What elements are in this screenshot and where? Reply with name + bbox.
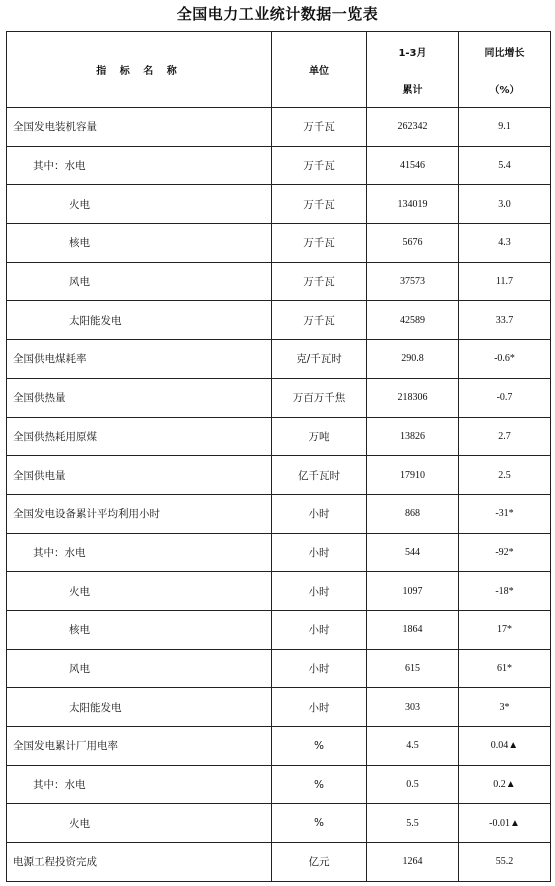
row-unit: 小时 (272, 610, 367, 649)
row-indicator-name: 全国供热量 (7, 378, 272, 417)
row-unit: % (272, 804, 367, 843)
row-cumulative-value: 0.5 (367, 765, 459, 804)
row-growth-rate: 0.04▲ (459, 727, 551, 766)
row-indicator-name: 太阳能发电 (7, 301, 272, 340)
row-indicator-name: 其中：水电 (7, 146, 272, 185)
row-cumulative-value: 615 (367, 649, 459, 688)
header-growth-top: 同比增长 (484, 47, 525, 59)
header-growth (459, 32, 551, 108)
row-unit: 亿元 (272, 843, 367, 882)
row-growth-rate: 9.1 (459, 108, 551, 147)
table-row (7, 727, 551, 766)
row-growth-rate: 33.7 (459, 301, 551, 340)
table-row (7, 765, 551, 804)
row-growth-rate: 55.2 (459, 843, 551, 882)
row-growth-rate: 3* (459, 688, 551, 727)
header-indicator-name-label: 指 标 名 称 (96, 66, 182, 77)
row-indicator-name: 全国供电量 (7, 456, 272, 495)
row-growth-rate: -0.01▲ (459, 804, 551, 843)
row-indicator-name: 火电 (7, 804, 272, 843)
row-growth-rate: 5.4 (459, 146, 551, 185)
row-cumulative-value: 1097 (367, 572, 459, 611)
row-indicator-name: 风电 (7, 262, 272, 301)
table-body (7, 108, 551, 882)
row-indicator-name: 全国供电煤耗率 (7, 340, 272, 379)
row-growth-rate: 61* (459, 649, 551, 688)
table-row (7, 417, 551, 456)
row-growth-rate: 2.7 (459, 417, 551, 456)
row-cumulative-value: 4.5 (367, 727, 459, 766)
row-cumulative-value: 42589 (367, 301, 459, 340)
row-unit: 克/千瓦时 (272, 340, 367, 379)
row-cumulative-value: 134019 (367, 185, 459, 224)
table-row (7, 224, 551, 263)
row-unit: 万吨 (272, 417, 367, 456)
table-row (7, 804, 551, 843)
row-indicator-name: 风电 (7, 649, 272, 688)
page-title: 全国电力工业统计数据一览表 (176, 5, 379, 23)
row-indicator-name: 火电 (7, 185, 272, 224)
row-indicator-name: 其中：水电 (7, 533, 272, 572)
row-unit: 万千瓦 (272, 108, 367, 147)
table-row (7, 843, 551, 882)
row-unit: 万千瓦 (272, 185, 367, 224)
row-unit: 小时 (272, 533, 367, 572)
row-unit: 万千瓦 (272, 146, 367, 185)
table-row (7, 185, 551, 224)
row-unit: 万百万千焦 (272, 378, 367, 417)
row-unit: 小时 (272, 649, 367, 688)
row-unit: 小时 (272, 688, 367, 727)
row-indicator-name: 火电 (7, 572, 272, 611)
header-unit: 单位 (272, 32, 367, 108)
row-indicator-name: 太阳能发电 (7, 688, 272, 727)
row-growth-rate: -92* (459, 533, 551, 572)
table-row (7, 108, 551, 147)
table-row (7, 572, 551, 611)
row-cumulative-value: 37573 (367, 262, 459, 301)
table-row (7, 688, 551, 727)
row-unit: 小时 (272, 494, 367, 533)
table-row (7, 301, 551, 340)
row-cumulative-value: 218306 (367, 378, 459, 417)
table-row (7, 649, 551, 688)
table-row (7, 533, 551, 572)
row-unit: 万千瓦 (272, 224, 367, 263)
row-cumulative-value: 1264 (367, 843, 459, 882)
row-cumulative-value: 544 (367, 533, 459, 572)
row-growth-rate: -18* (459, 572, 551, 611)
row-growth-rate: 3.0 (459, 185, 551, 224)
row-growth-rate: 4.3 (459, 224, 551, 263)
row-cumulative-value: 303 (367, 688, 459, 727)
row-indicator-name: 全国发电装机容量 (7, 108, 272, 147)
row-indicator-name: 全国供热耗用原煤 (7, 417, 272, 456)
row-indicator-name: 其中：水电 (7, 765, 272, 804)
header-period-top: 1-3月 (398, 47, 427, 59)
row-cumulative-value: 1864 (367, 610, 459, 649)
table-row (7, 378, 551, 417)
row-indicator-name: 电源工程投资完成 (7, 843, 272, 882)
row-indicator-name: 核电 (7, 224, 272, 263)
header-period-bottom: 累计 (402, 84, 423, 96)
row-unit: 小时 (272, 572, 367, 611)
row-indicator-name: 全国发电累计厂用电率 (7, 727, 272, 766)
row-unit: % (272, 765, 367, 804)
row-indicator-name: 核电 (7, 610, 272, 649)
row-unit: 万千瓦 (272, 262, 367, 301)
table-row (7, 262, 551, 301)
row-growth-rate: -0.6* (459, 340, 551, 379)
row-unit: 亿千瓦时 (272, 456, 367, 495)
table-header-row (7, 32, 551, 108)
row-cumulative-value: 13826 (367, 417, 459, 456)
table-row (7, 146, 551, 185)
table-row (7, 340, 551, 379)
row-unit: 万千瓦 (272, 301, 367, 340)
header-indicator-name (7, 32, 272, 108)
row-growth-rate: 2.5 (459, 456, 551, 495)
row-cumulative-value: 17910 (367, 456, 459, 495)
row-cumulative-value: 868 (367, 494, 459, 533)
header-growth-bottom: （%） (489, 84, 520, 96)
row-growth-rate: 0.2▲ (459, 765, 551, 804)
statistics-table (6, 31, 551, 882)
table-row (7, 456, 551, 495)
table-row (7, 494, 551, 533)
table-row (7, 610, 551, 649)
row-cumulative-value: 290.8 (367, 340, 459, 379)
row-growth-rate: -0.7 (459, 378, 551, 417)
row-growth-rate: -31* (459, 494, 551, 533)
row-cumulative-value: 262342 (367, 108, 459, 147)
header-period (367, 32, 459, 108)
row-growth-rate: 17* (459, 610, 551, 649)
row-cumulative-value: 5.5 (367, 804, 459, 843)
row-indicator-name: 全国发电设备累计平均利用小时 (7, 494, 272, 533)
row-cumulative-value: 5676 (367, 224, 459, 263)
row-growth-rate: 11.7 (459, 262, 551, 301)
row-cumulative-value: 41546 (367, 146, 459, 185)
row-unit: % (272, 727, 367, 766)
